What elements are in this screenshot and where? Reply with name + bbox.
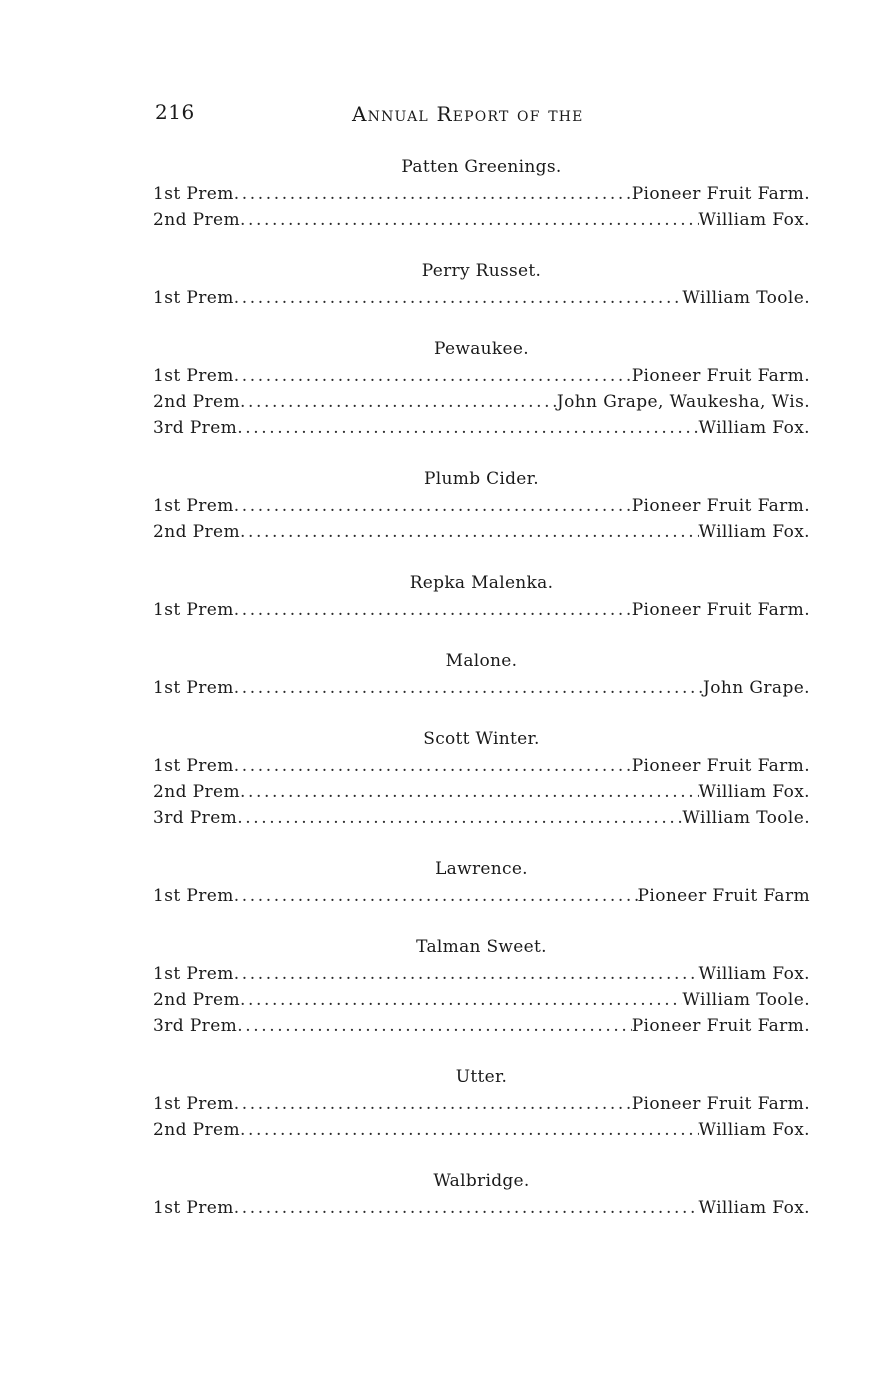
winner-name: William Toole. (682, 990, 810, 1010)
prize-label: 1st Prem (153, 288, 234, 308)
premium-entry (153, 363, 810, 389)
prize-label: 1st Prem (153, 184, 234, 204)
premium-entry (153, 753, 810, 779)
winner-name: William Toole. (682, 288, 810, 308)
dot-leader (234, 597, 632, 623)
prize-label: 3rd Prem (153, 418, 238, 438)
dot-leader (237, 415, 698, 441)
dot-leader (240, 987, 682, 1013)
dot-leader (234, 753, 632, 779)
variety-title: Plumb Cider. (424, 469, 539, 489)
premium-entry (153, 285, 810, 311)
premium-entry (153, 1195, 810, 1221)
page-number: 216 (155, 100, 195, 124)
fruit-variety-section (153, 1170, 810, 1221)
dot-leader (240, 779, 699, 805)
prize-label: 1st Prem (153, 678, 234, 698)
premium-entry (153, 493, 810, 519)
premium-entry (153, 779, 810, 805)
premium-entry (153, 961, 810, 987)
winner-name: Pioneer Fruit Farm. (631, 1016, 810, 1036)
variety-title: Malone. (445, 651, 518, 671)
variety-title: Scott Winter. (423, 729, 540, 749)
premium-list (153, 156, 810, 1248)
dot-leader (240, 519, 699, 545)
prize-label: 1st Prem (153, 756, 234, 776)
premium-entry (153, 1013, 810, 1039)
fruit-variety-section (153, 468, 810, 545)
winner-name: Pioneer Fruit Farm. (631, 184, 810, 204)
variety-title: Walbridge. (433, 1171, 530, 1191)
premium-entry (153, 805, 810, 831)
dot-leader (240, 1117, 699, 1143)
dot-leader (234, 961, 699, 987)
prize-label: 1st Prem (153, 366, 234, 386)
premium-entry (153, 207, 810, 233)
premium-entry (153, 987, 810, 1013)
page-header (155, 100, 815, 130)
fruit-variety-section (153, 156, 810, 233)
premium-entry (153, 883, 810, 909)
winner-name: William Fox. (698, 964, 810, 984)
winner-name: Pioneer Fruit Farm. (631, 496, 810, 516)
dot-leader (234, 493, 632, 519)
winner-name: William Toole. (682, 808, 810, 828)
dot-leader (234, 1091, 632, 1117)
premium-entry (153, 597, 810, 623)
dot-leader (240, 207, 699, 233)
winner-name: Pioneer Fruit Farm. (631, 600, 810, 620)
running-head: Annual Report of the (352, 102, 584, 126)
winner-name: Pioneer Fruit Farm (637, 886, 810, 906)
fruit-variety-section (153, 1066, 810, 1143)
prize-label: 2nd Prem (153, 210, 240, 230)
winner-name: William Fox. (698, 1120, 810, 1140)
fruit-variety-section (153, 650, 810, 701)
winner-name: William Fox. (698, 210, 810, 230)
premium-entry (153, 181, 810, 207)
fruit-variety-section (153, 260, 810, 311)
dot-leader (234, 181, 632, 207)
prize-label: 2nd Prem (153, 990, 240, 1010)
prize-label: 2nd Prem (153, 392, 240, 412)
variety-title: Perry Russet. (421, 261, 542, 281)
premium-entry (153, 415, 810, 441)
dot-leader (234, 363, 632, 389)
variety-title: Patten Greenings. (401, 157, 562, 177)
fruit-variety-section (153, 338, 810, 441)
prize-label: 1st Prem (153, 964, 234, 984)
fruit-variety-section (153, 728, 810, 831)
prize-label: 3rd Prem (153, 1016, 238, 1036)
winner-name: Pioneer Fruit Farm. (631, 366, 810, 386)
prize-label: 3rd Prem (153, 808, 238, 828)
winner-name: Pioneer Fruit Farm. (631, 756, 810, 776)
prize-label: 1st Prem (153, 496, 234, 516)
fruit-variety-section (153, 858, 810, 909)
winner-name: William Fox. (698, 418, 810, 438)
winner-name: Pioneer Fruit Farm. (631, 1094, 810, 1114)
winner-name: William Fox. (698, 522, 810, 542)
premium-entry (153, 675, 810, 701)
prize-label: 2nd Prem (153, 1120, 240, 1140)
premium-entry (153, 519, 810, 545)
winner-name: John Grape, Waukesha, Wis. (556, 392, 810, 412)
fruit-variety-section (153, 936, 810, 1039)
premium-entry (153, 1117, 810, 1143)
prize-label: 2nd Prem (153, 522, 240, 542)
dot-leader (240, 389, 557, 415)
winner-name: John Grape. (703, 678, 810, 698)
premium-entry (153, 1091, 810, 1117)
variety-title: Pewaukee. (434, 339, 529, 359)
prize-label: 1st Prem (153, 886, 234, 906)
dot-leader (234, 1195, 699, 1221)
variety-title: Utter. (455, 1067, 508, 1087)
winner-name: William Fox. (698, 1198, 810, 1218)
premium-entry (153, 389, 810, 415)
prize-label: 1st Prem (153, 1198, 234, 1218)
prize-label: 2nd Prem (153, 782, 240, 802)
variety-title: Lawrence. (435, 859, 528, 879)
prize-label: 1st Prem (153, 600, 234, 620)
variety-title: Repka Malenka. (409, 573, 554, 593)
dot-leader (234, 883, 638, 909)
prize-label: 1st Prem (153, 1094, 234, 1114)
dot-leader (237, 805, 682, 831)
dot-leader (234, 285, 683, 311)
dot-leader (234, 675, 703, 701)
dot-leader (237, 1013, 632, 1039)
fruit-variety-section (153, 572, 810, 623)
winner-name: William Fox. (698, 782, 810, 802)
variety-title: Talman Sweet. (416, 937, 547, 957)
